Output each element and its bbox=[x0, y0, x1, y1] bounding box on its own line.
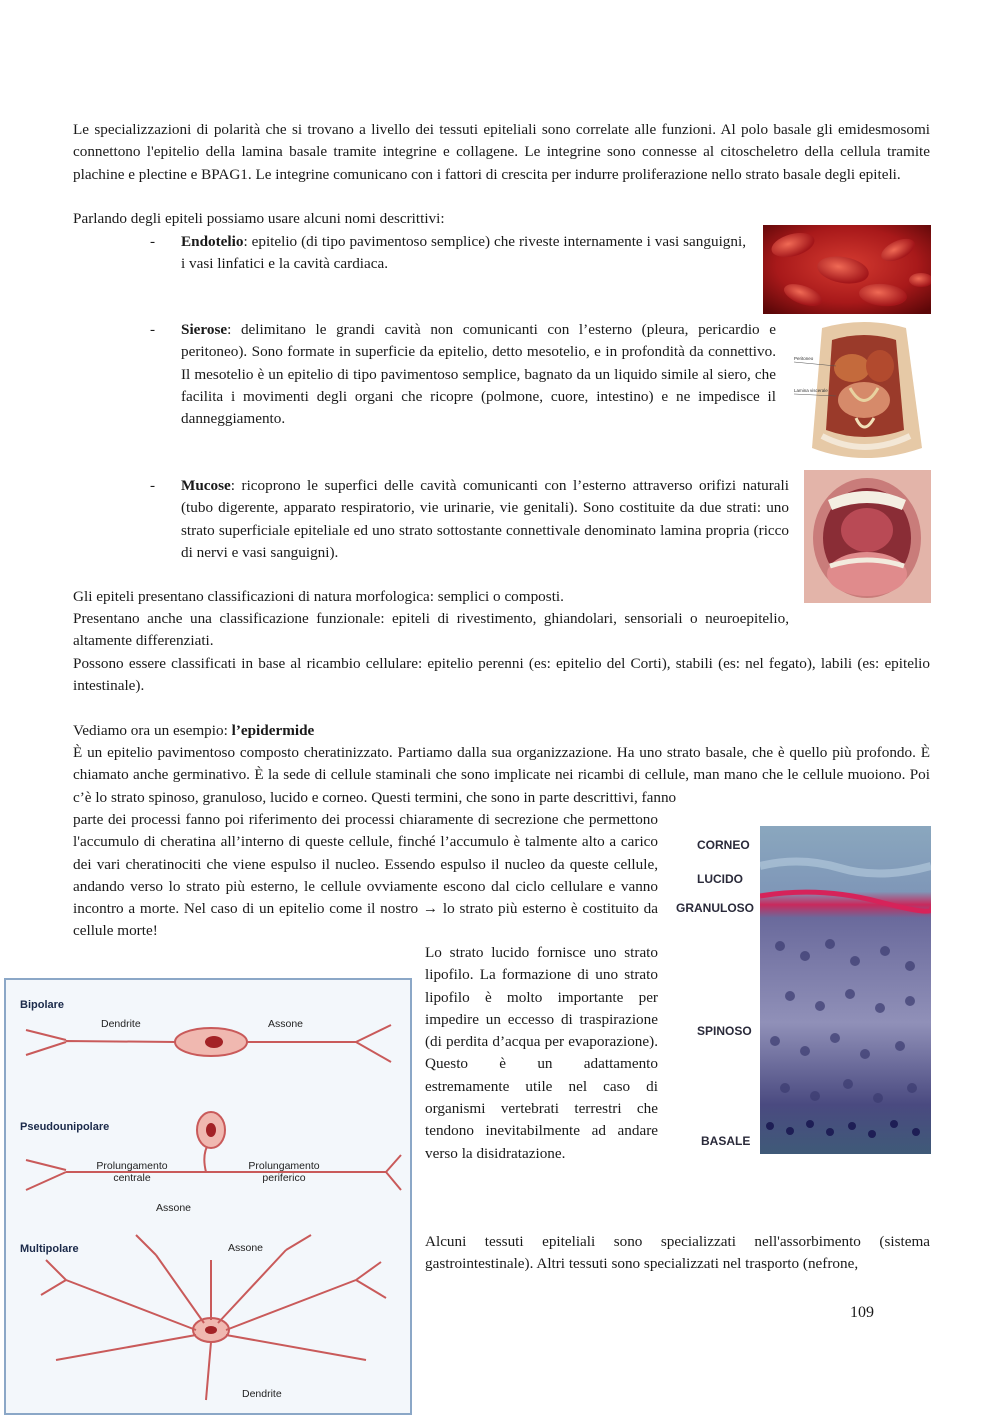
neuron-label-dendrite: Dendrite bbox=[101, 1018, 141, 1030]
bullet-text: : epitelio (di tipo pavimentoso semplice) che riveste internamente i vasi sanguigni, i vasi linfatici e la cavità cardiaca. bbox=[181, 233, 746, 273]
bullet-marker: - bbox=[150, 477, 156, 494]
lucid-text: Lo strato lucido fornisce uno strato lipofilo. La formazione di uno strato lipofilo è molto importante per impedire un eccesso di traspirazione (di perdita d’acqua per evaporazione). Questo è un adattamento estremamente utile nel caso di organismi vertebrati terrestri che tendono inevitabilmente ad andare verso la disidratazione. bbox=[425, 944, 658, 1162]
page-number: 109 bbox=[850, 1304, 874, 1321]
epidermis-paragraph bbox=[73, 742, 930, 809]
bullet-marker: - bbox=[150, 321, 156, 338]
bullet-term: Mucose bbox=[181, 477, 231, 494]
peritoneum-label-1: Peritoneo bbox=[794, 356, 814, 361]
neuron-drawings bbox=[6, 980, 410, 1413]
neuron-label-peripheral: Prolungamento periferico bbox=[248, 1160, 320, 1184]
intro-text: Le specializzazioni di polarità che si trovano a livello dei tessuti epiteliali sono correlate alle funzioni. Al polo basale gli emidesmosomi connettono l'epitelio della lamina basale tramite integrine e collagene. Le integrine sono connesse al citoscheletro della cellula tramite plachine e plectine e BPAG1. Le integrine comunicano con i fattori di crescita per indurre proliferazione nello strato basale degli epiteli. bbox=[73, 121, 930, 183]
bullet-text: : delimitano le grandi cavità non comunicanti con l’esterno (pleura, pericardio e peritoneo). Sono formate in superficie da epitelio, detto mesotelio, e in profondità da connettivo. Il mesotelio è un epitelio di tipo pavimentoso semplice, bagnato da un liquido simile al siero, che facilita i movimenti degli organi che ricopre (polmone, cuore, intestino) e ne impedisce il danneggiamento. bbox=[181, 321, 776, 428]
classif-func-text: Presentano anche una classificazione funzionale: epiteli di rivestimento, ghiandolari, sensoriali o neuroepitelio, altamente differenziati. bbox=[73, 610, 789, 650]
absorb-text: Alcuni tessuti epiteliali sono specializzati nell'assorbimento (sistema gastrointestinale). Altri tessuti sono specializzati nel trasporto (nefrone, bbox=[425, 1233, 930, 1273]
bullet-marker: - bbox=[150, 233, 156, 250]
bullet-text: : ricoprono le superfici delle cavità comunicanti con l’esterno attraverso orifizi naturali (tubo digerente, apparato respiratorio, vie urinarie, vie genitali). Sono costituite da due strati: uno strato superficiale epiteliale ed uno strato sottostante connettivale denominato lamina propria (ricco di nervi e vasi sanguigni). bbox=[181, 477, 789, 561]
bullet-body bbox=[181, 319, 776, 430]
neuron-label-axon: Assone bbox=[268, 1018, 304, 1030]
bullet-body bbox=[181, 231, 746, 276]
neuron-label-axon: Assone bbox=[228, 1242, 264, 1254]
lucid-paragraph bbox=[425, 942, 658, 1165]
epidermis-paragraph-cont bbox=[73, 809, 658, 943]
bullet-body bbox=[181, 475, 789, 564]
layer-label-lucido: LUCIDO bbox=[697, 872, 743, 886]
epidermis-text: È un epitelio pavimentoso composto cheratinizzato. Partiamo dalla sua organizzazione. Ha uno strato basale, che è quello più profondo. È chiamato anche germinativo. È la sede di cellule staminali che sono implicate nei ricambi di cellule, man mano che le cellule muoiono. Poi c’è lo strato spinoso, granuloso, lucido e corneo. Questi termini, che sono in parte descrittivi, fanno bbox=[73, 744, 930, 806]
peritoneum-label-2: Lamina viscerale bbox=[794, 388, 828, 393]
layer-label-spinoso: SPINOSO bbox=[697, 1024, 752, 1038]
neuron-title-pseudounipolar: Pseudounipolare bbox=[20, 1121, 110, 1133]
neuron-figure bbox=[4, 978, 412, 1415]
intro-paragraph bbox=[73, 119, 930, 186]
neuron-title-bipolar: Bipolare bbox=[20, 999, 65, 1011]
blood-vessel-image bbox=[763, 225, 931, 314]
mouth-image bbox=[804, 470, 931, 603]
classif-turnover-text: Possono essere classificati in base al ricambio cellulare: epitelio perenni (es: epitelio del Corti), stabili (es: nel fegato), labili (es: epitelio intestinale). bbox=[73, 655, 930, 695]
classif-turnover bbox=[73, 653, 930, 698]
absorb-paragraph bbox=[425, 1231, 930, 1276]
epidermis-text-cont: parte dei processi fanno poi riferimento dei processi chiaramente di secrezione che permettono l'accumulo di cheratina all’interno di queste cellule, finché l’accumulo è talmente alto a carico dei vari cheratinociti che viene espulso il nucleo. Essendo espulso il nucleo da queste cellule, andando verso lo strato più esterno, le cellule ovviamente escono dal ciclo cellulare e vanno incontro a morte. Nel caso di un epitelio come il nostro → lo strato più esterno è costituito da cellule morte! bbox=[73, 811, 658, 940]
classif-morph-text: Gli epiteli presentano classificazioni di natura morfologica: semplici o composti. bbox=[73, 588, 564, 605]
layer-label-corneo: CORNEO bbox=[697, 838, 750, 852]
micrograph-image bbox=[760, 826, 931, 1154]
layer-label-basale: BASALE bbox=[701, 1134, 751, 1148]
neuron-title-multipolar: Multipolare bbox=[20, 1243, 79, 1255]
descriptive-intro bbox=[73, 208, 445, 230]
classif-func bbox=[73, 608, 789, 653]
example-heading bbox=[73, 720, 314, 742]
example-term: l’epidermide bbox=[231, 722, 315, 739]
neuron-label-central: Prolungamento centrale bbox=[96, 1160, 168, 1184]
example-prefix: Vediamo ora un esempio: bbox=[73, 722, 232, 739]
descriptive-intro-text: Parlando degli epiteli possiamo usare alcuni nomi descrittivi: bbox=[73, 210, 445, 227]
bullet-term: Sierose bbox=[181, 321, 228, 338]
neuron-label-axon: Assone bbox=[156, 1202, 192, 1214]
neuron-label-dendrite: Dendrite bbox=[242, 1388, 282, 1400]
classif-morph bbox=[73, 586, 564, 608]
epidermis-micrograph bbox=[665, 826, 933, 1154]
bullet-term: Endotelio bbox=[181, 233, 244, 250]
layer-label-granuloso: GRANULOSO bbox=[676, 901, 754, 915]
peritoneum-image bbox=[792, 318, 936, 462]
